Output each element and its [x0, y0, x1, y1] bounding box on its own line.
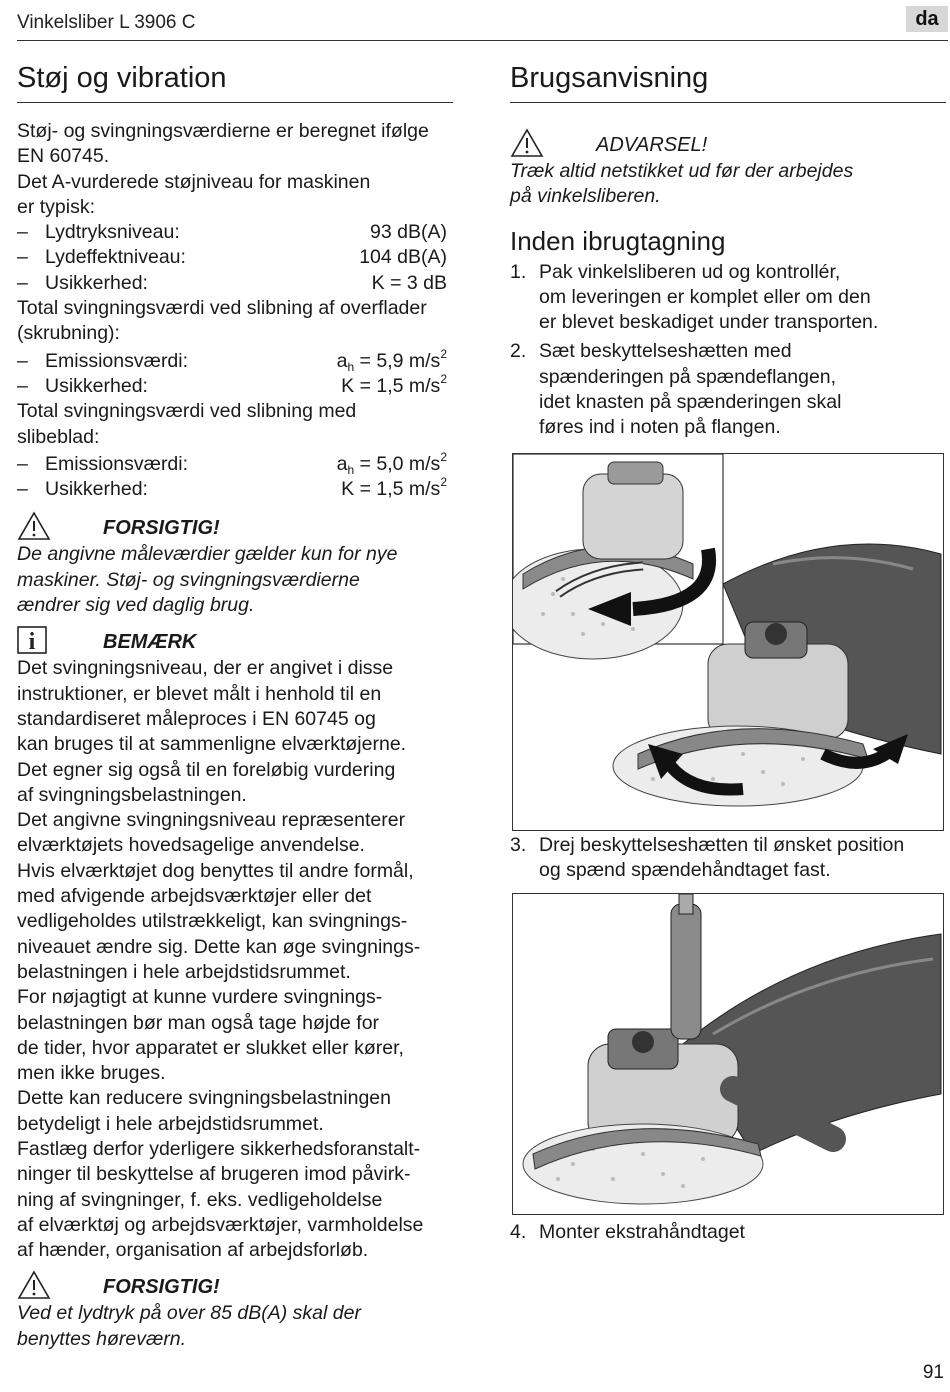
caution-text: ændrer sig ved daglig brug.: [17, 594, 255, 617]
warning-word: ADVARSEL!: [596, 133, 708, 156]
step-number: 3.: [510, 834, 527, 856]
svg-text:i: i: [28, 628, 36, 654]
step-text: føres ind i noten på flangen.: [539, 416, 781, 439]
step-text: og spænd spændehåndtaget fast.: [539, 859, 831, 882]
step-text: idet knasten på spænderingen skal: [539, 391, 842, 414]
info-icon: [17, 626, 103, 659]
vib-row-emission-2: [17, 449, 453, 477]
caution-heading: [17, 514, 453, 542]
spec-label: Emissionsværdi:: [45, 349, 189, 372]
caution-text: De angivne måleværdier gælder kun for nye: [17, 543, 398, 566]
warning-text: på vinkelsliberen.: [510, 185, 661, 208]
dash: –: [17, 271, 28, 294]
step-text: er blevet beskadiget under transporten.: [539, 311, 879, 334]
dash: –: [17, 349, 28, 372]
spec-row-sound-power: [17, 245, 453, 270]
intro-line: Støj- og svingningsværdierne er beregnet ifølge: [17, 120, 429, 142]
caution-heading: [17, 1273, 453, 1301]
step-text: Drej beskyttelseshætten til ønsket position: [539, 834, 905, 856]
warning-heading: [510, 131, 946, 159]
spec-value: K = 1,5 $m/s^2$: [341, 475, 447, 501]
list-item-step-1: [510, 260, 946, 336]
total-vibration-line: (skrubning):: [17, 322, 120, 345]
caution-text: Ved et lydtryk på over 85 dB(A) skal der: [17, 1302, 361, 1325]
spec-value: K = 1,5 $m/s^2$: [341, 371, 447, 397]
step-text: spænderingen på spændeflangen,: [539, 365, 837, 388]
vib-row-emission-1: [17, 346, 453, 374]
header-rule: [17, 40, 948, 41]
list-item-step-3: [510, 833, 946, 884]
spec-label: Lydeffektniveau:: [45, 246, 186, 269]
intro-line: Det A-vurderede støjniveau for maskinen: [17, 170, 371, 193]
left-column: [17, 60, 453, 1352]
dash: –: [17, 452, 28, 475]
document-header-title: Vinkelsliber L 3906 C: [17, 12, 196, 33]
list-item-step-4: [510, 1220, 946, 1245]
step-text: om leveringen er komplet eller om den: [539, 285, 871, 308]
section-heading-noise-vibration: Støj og vibration: [17, 60, 453, 103]
step-number: 4.: [510, 1221, 527, 1243]
total-vibration-line: Total svingningsværdi ved slibning af overflader: [17, 297, 427, 320]
intro-line: EN 60745.: [17, 145, 110, 168]
intro-paragraph: [17, 119, 453, 502]
dash: –: [17, 221, 28, 244]
note-word: BEMÆRK: [103, 630, 197, 653]
step-number: 2.: [510, 340, 527, 363]
dash: –: [17, 246, 28, 269]
warning-triangle-icon: [510, 128, 596, 163]
spec-row-sound-pressure: [17, 220, 453, 245]
spec-row-uncertainty: [17, 271, 453, 296]
total-vibration-line: slibeblad:: [17, 425, 100, 448]
warning-block: [510, 131, 946, 210]
intro-line: er typisk:: [17, 195, 96, 218]
warning-triangle-icon: [17, 1270, 103, 1305]
note-block: [17, 628, 453, 1263]
spec-label: Usikkerhed:: [45, 271, 148, 294]
caution-text: benyttes høreværn.: [17, 1327, 187, 1350]
spec-value: $a_h = 5,0$ $m/s^2$: [336, 449, 447, 477]
caution-word: FORSIGTIG!: [103, 1275, 220, 1298]
language-badge: da: [906, 6, 948, 32]
step-text: Pak vinkelsliberen ud og kontrollér,: [539, 260, 841, 283]
list-item-step-2: [510, 339, 946, 440]
dash: –: [17, 374, 28, 397]
right-column: [510, 60, 946, 441]
step-text: Monter ekstrahåndtaget: [539, 1221, 745, 1243]
caution-word: FORSIGTIG!: [103, 516, 220, 539]
step-text: Sæt beskyttelseshætten med: [539, 340, 792, 363]
spec-label: Lydtryksniveau:: [45, 221, 180, 244]
caution-block-2: [17, 1273, 453, 1352]
vib-row-uncertainty-2: [17, 477, 453, 502]
section-heading-operating-instructions: Brugsanvisning: [510, 60, 946, 103]
warning-triangle-icon: [17, 511, 103, 546]
note-heading: [17, 628, 453, 656]
spec-value: 104 dB(A): [359, 246, 447, 269]
caution-text: maskiner. Støj- og svingningsværdierne: [17, 568, 360, 591]
dash: –: [17, 478, 28, 501]
vib-row-uncertainty-1: [17, 371, 453, 399]
figure-guard-installation: [512, 453, 944, 831]
figure-auxiliary-handle: [512, 893, 944, 1215]
spec-label: Emissionsværdi:: [45, 452, 189, 475]
step-number: 1.: [510, 260, 527, 283]
spec-value: K = 3 dB: [371, 271, 447, 294]
spec-label: Usikkerhed:: [45, 478, 148, 501]
spec-value: 93 dB(A): [370, 221, 447, 244]
note-text: Det svingningsniveau, der er angivet i disse instruktioner, er blevet målt i henhold til en standardiseret måleproces i EN 60745 og kan bruges til at sammenligne elværktøjerne. Det egner sig også til en foreløbig vurdering af svingningsbelastningen. Det angivne svingningsniveau repræsenterer elværktøjets hovedsagelige anvendelse. Hvis elværktøjet dog benyttes til andre formål, med afvigende arbejdsværktøjer eller det vedligeholdes utilstrækkeligt, kan svingnings- niveauet ændre sig. Dette kan øge svingnings- belastningen i hele arbejdstidsrummet. For nøjagtigt at kunne vurdere svingnings- belastningen bør man også tage højde for de tider, hvor apparatet er slukket eller kører, men ikke bruges. Dette kan reducere svingningsbelastningen betydeligt i hele arbejdstidsrummet. Fastlæg derfor yderligere sikkerhedsforanstalt- ninger til beskyttelse af brugeren imod påvirk- ning af svingninger, f. eks. vedligeholdelse af elværktøj og arbejdsværktøjer, varmholdelse af hænder, organisation af arbejdsforløb.: [17, 657, 424, 1262]
spec-label: Usikkerhed:: [45, 374, 148, 397]
total-vibration-line: Total svingningsværdi ved slibning med: [17, 400, 357, 423]
page-number: 91: [922, 1362, 944, 1383]
spec-value: $a_h = 5,9$ $m/s^2$: [336, 346, 447, 374]
warning-text: Træk altid netstikket ud før der arbejdes: [510, 160, 854, 182]
subheading-before-use: Inden ibrugtagning: [510, 225, 726, 256]
steps-list: [510, 260, 946, 441]
caution-block-1: [17, 514, 453, 618]
